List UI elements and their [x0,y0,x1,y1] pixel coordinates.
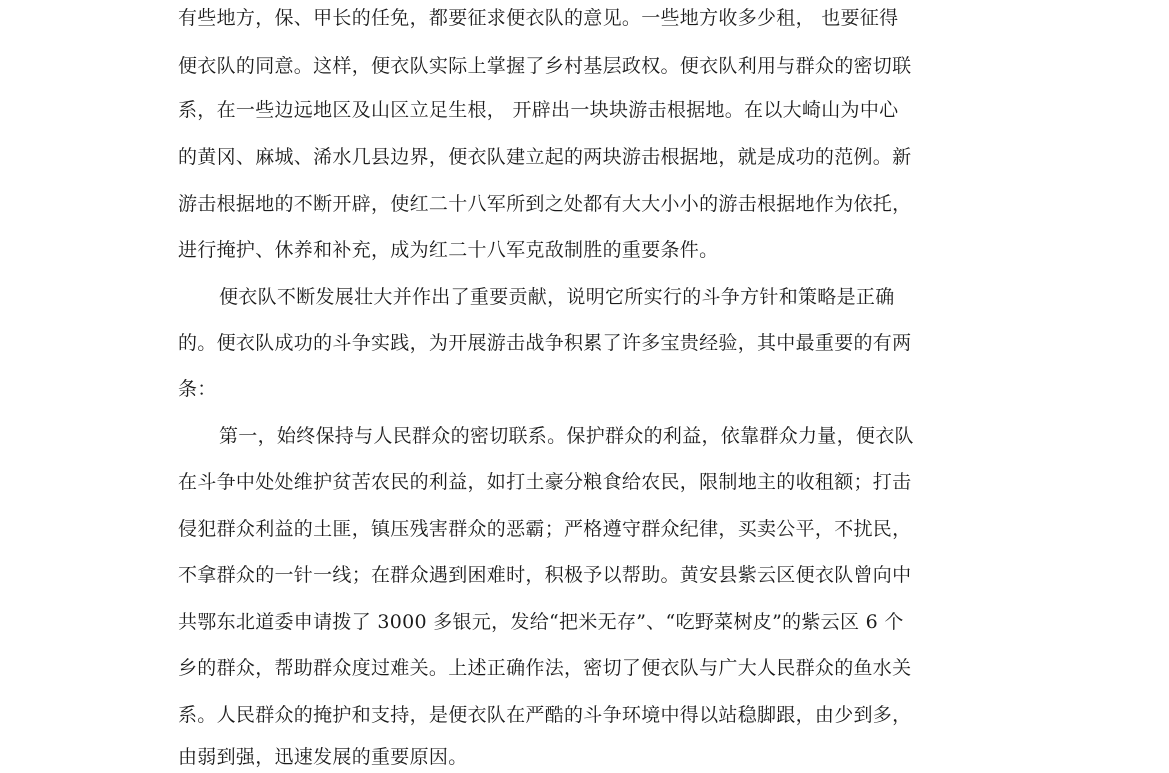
text-line-5: 游击根据地的不断开辟，使红二十八军所到之处都有大大小小的游击根据地作为依托， [178,193,912,215]
text-line-15: 乡的群众，帮助群众度过难关。上述正确作法，密切了便衣队与广大人民群众的鱼水关 [178,657,912,679]
text-line-13: 不拿群众的一针一线；在群众遇到困难时，积极予以帮助。黄安县紫云区便衣队曾向中 [178,564,912,586]
text-line-12: 侵犯群众利益的土匪，镇压残害群众的恶霸；严格遵守群众纪律，买卖公平，不扰民， [178,518,912,540]
text-line-10: 第一，始终保持与人民群众的密切联系。保护群众的利益，依靠群众力量，便衣队 [219,425,914,447]
text-line-6: 进行掩护、休养和补充，成为红二十八军克敌制胜的重要条件。 [178,239,719,261]
text-line-11: 在斗争中处处维护贫苦农民的利益，如打土豪分粮食给农民，限制地主的收租额；打击 [178,471,912,493]
text-line-14: 共鄂东北道委申请拨了 3000 多银元，发给“把米无存”、“吃野菜树皮”的紫云区 6 个 [178,611,904,633]
text-line-3: 系，在一些边远地区及山区立足生根， 开辟出一块块游击根据地。在以大崎山为中心 [178,99,899,121]
text-line-4: 的黄冈、麻城、浠水几县边界，便衣队建立起的两块游击根据地，就是成功的范例。新 [178,146,912,168]
text-line-8: 的。便衣队成功的斗争实践，为开展游击战争积累了许多宝贵经验，其中最重要的有两 [178,332,912,354]
text-line-2: 便衣队的同意。这样，便衣队实际上掌握了乡村基层政权。便衣队利用与群众的密切联 [178,55,912,77]
text-line-7: 便衣队不断发展壮大并作出了重要贡献，说明它所实行的斗争方针和策略是正确 [219,286,895,308]
text-line-9: 条： [178,378,217,400]
text-line-1: 有些地方，保、甲长的任免，都要征求便衣队的意见。一些地方收多少租， 也要征得 [178,7,899,29]
text-line-16: 系。人民群众的掩护和支持，是便衣队在严酷的斗争环境中得以站稳脚跟，由少到多， [178,704,912,726]
text-line-17: 由弱到强，迅速发展的重要原因。 [178,746,468,768]
